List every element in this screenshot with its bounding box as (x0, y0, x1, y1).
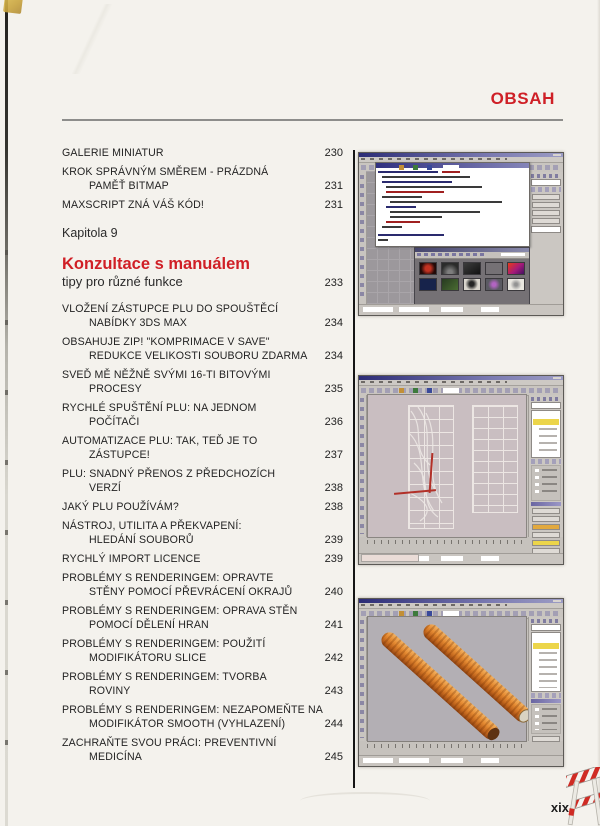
toc-entry (62, 165, 343, 193)
toc-title-cont: VERZÍ (89, 482, 121, 494)
thumbnail (507, 278, 525, 291)
toc-page-number: 242 (324, 652, 343, 664)
toc-title-cont: ROVINY (89, 685, 131, 697)
toc-page-number: 233 (324, 277, 343, 289)
toc-title: ZACHRAŇTE SVOU PRÁCI: PREVENTIVNÍ (62, 737, 277, 749)
mock-viewport (367, 616, 527, 742)
toc-title-cont: PAMĚŤ BITMAP (89, 180, 169, 192)
mock-checkboxes (535, 469, 539, 497)
figure-3dsmax-grid-objects (358, 375, 564, 565)
page-number: xix (550, 800, 569, 815)
mock-panel-icons (531, 619, 561, 623)
toc-title-cont: MEDICÍNA (89, 751, 142, 763)
toc-page-number: 239 (324, 553, 343, 565)
mock-prompt-field (361, 554, 419, 562)
toc-entry (62, 552, 343, 566)
toc-entry (62, 670, 343, 698)
toc-page-number: 236 (324, 416, 343, 428)
toc-page-number: 231 (324, 199, 343, 211)
figure-3dsmax-maxscript-editor (358, 152, 564, 316)
mock-buttons (531, 459, 561, 464)
thumbnail (419, 278, 437, 291)
toc-page-number: 234 (324, 350, 343, 362)
toc-entry (62, 467, 343, 495)
toc-title: RYCHLÝ IMPORT LICENCE (62, 553, 201, 565)
thumbnail (441, 278, 459, 291)
mock-left-toolstrip (359, 617, 367, 741)
thumbnail (485, 278, 503, 291)
figure-3dsmax-cylinders (358, 598, 564, 767)
mock-buttons (531, 187, 561, 192)
toc-title: JAKÝ PLU POUŽÍVÁM? (62, 501, 179, 513)
mock-command-panel (528, 395, 563, 537)
toc-entry (62, 434, 343, 462)
thumbnail (507, 262, 525, 275)
toc-title-cont: HLEDÁNÍ SOUBORŮ (89, 534, 194, 546)
mock-radio-buttons (535, 708, 539, 730)
toc-entry (62, 703, 343, 731)
toc-page-number: 244 (324, 718, 343, 730)
mock-rollout (531, 704, 561, 734)
toc-page-number: 240 (324, 586, 343, 598)
toc-page-number: 235 (324, 383, 343, 395)
list-rows (539, 652, 557, 688)
selected-modifier-row (533, 419, 559, 425)
toc-page-number: 238 (324, 482, 343, 494)
scan-smudge (300, 792, 430, 810)
toc-title: OBSAHUJE ZIP! "KOMPRIMACE V SAVE" (62, 336, 270, 348)
mock-buttons (531, 693, 561, 698)
toc-entry (62, 637, 343, 665)
toc-title: PROBLÉMY S RENDERINGEM: OPRAVTE (62, 572, 274, 584)
toc-entry (62, 368, 343, 396)
mock-timeline-ticks (367, 744, 527, 748)
modifier-stack-list (531, 632, 561, 692)
toc-entry (62, 146, 343, 160)
mock-button (532, 736, 560, 742)
thumbnail-row (415, 275, 529, 291)
maxscript-editor-window (375, 162, 530, 247)
mock-status-bar (359, 755, 563, 766)
mock-button (532, 218, 560, 224)
mock-dropdown (531, 624, 561, 631)
toc-title: RYCHLÉ SPUŠTĚNÍ PLU: NA JEDNOM (62, 402, 257, 414)
toc-title: SVEĎ MĚ NĚŽNĚ SVÝMI 16-TI BITOVÝMI (62, 369, 271, 381)
mock-button (532, 194, 560, 200)
mock-dropdown (531, 179, 561, 186)
mock-command-panel (528, 617, 563, 741)
toc-title-cont: MODIFIKÁTORU SLICE (89, 652, 207, 664)
toc-page-number: 234 (324, 317, 343, 329)
toc-page-number: 241 (324, 619, 343, 631)
mock-dropdown (531, 402, 561, 409)
selected-modifier-row (533, 643, 559, 649)
toc-title: MAXSCRIPT ZNÁ VÁŠ KÓD! (62, 199, 205, 211)
mock-left-toolstrip (359, 172, 367, 304)
toc-page-number: 243 (324, 685, 343, 697)
list-rows (539, 428, 557, 452)
mock-button (532, 508, 560, 514)
toc-page-number: 238 (324, 501, 343, 513)
mock-left-toolstrip (359, 395, 367, 537)
toc-page-number: 230 (324, 147, 343, 159)
toc-title-cont: ZÁSTUPCE! (89, 449, 150, 461)
thumbnail (485, 262, 503, 275)
header-rule (62, 119, 563, 121)
vertical-divider (353, 150, 355, 788)
thumbnail (441, 262, 459, 275)
toc-title: NÁSTROJ, UTILITA A PŘEKVAPENÍ: (62, 520, 242, 532)
toc-entry (62, 302, 343, 330)
mock-timeline-ticks (367, 540, 527, 544)
toc-entry (62, 736, 343, 764)
toc-entry (62, 401, 343, 429)
mock-labels (542, 469, 557, 497)
chapter-subtitle: tipy pro různé funkce (62, 274, 183, 289)
toc-title-cont: NABÍDKY 3DS MAX (89, 317, 188, 329)
toc-page-number: 237 (324, 449, 343, 461)
toc-title: AUTOMATIZACE PLU: TAK, TEĎ JE TO (62, 435, 258, 447)
toc-entry (62, 571, 343, 599)
chapter-title: Konzultace s manuálem (62, 255, 250, 273)
thumbnail (463, 278, 481, 291)
toc-page-number: 239 (324, 534, 343, 546)
mock-button (532, 532, 560, 538)
toc-title: GALERIE MINIATUR (62, 147, 164, 159)
construction-barrier-graphic (566, 767, 600, 826)
mock-rollout (531, 465, 561, 501)
toc-entry (62, 604, 343, 632)
mock-button-highlight (532, 524, 560, 530)
toc-entry (62, 198, 343, 212)
tape-mark (3, 0, 23, 14)
toc-title-cont: MODIFIKÁTOR SMOOTH (VYHLAZENÍ) (89, 718, 286, 730)
toc-entry (62, 335, 343, 363)
chapter-label: Kapitola 9 (62, 226, 118, 240)
toc-title: PROBLÉMY S RENDERINGEM: TVORBA (62, 671, 267, 683)
thumbnail (419, 262, 437, 275)
toc-title-cont: POMOCÍ DĚLENÍ HRAN (89, 619, 209, 631)
mock-viewport (367, 394, 527, 538)
toc-title: VLOŽENÍ ZÁSTUPCE PLU DO SPOUŠTĚCÍ (62, 303, 279, 315)
mock-button (532, 202, 560, 208)
toc-title: PROBLÉMY S RENDERINGEM: OPRAVA STĚN (62, 605, 298, 617)
toc-entry (62, 500, 343, 514)
mock-labels (542, 708, 557, 730)
mock-panel-icons (531, 397, 561, 401)
mock-browser-toolbar (415, 252, 529, 259)
code-lines (376, 168, 527, 244)
binding-marks (5, 250, 8, 810)
table-of-contents (62, 146, 343, 769)
mock-rollout-header (531, 699, 561, 703)
grid-object-clean (472, 405, 518, 513)
toc-page-number: 231 (324, 180, 343, 192)
toc-entry (62, 519, 343, 547)
modifier-stack-list (531, 410, 561, 458)
toc-title: KROK SPRÁVNÝM SMĚREM - PRÁZDNÁ (62, 166, 269, 178)
toc-title-cont: POČÍTAČI (89, 416, 140, 428)
thumbnail-row (415, 259, 529, 275)
toc-title: PLU: SNADNÝ PŘENOS Z PŘEDCHOZÍCH (62, 468, 276, 480)
mock-button-selected (532, 540, 560, 546)
toc-title: PROBLÉMY S RENDERINGEM: POUŽITÍ (62, 638, 266, 650)
mock-status-bar (359, 304, 563, 315)
toc-title-cont: REDUKCE VELIKOSTI SOUBORU ZDARMA (89, 350, 308, 362)
mock-button (532, 210, 560, 216)
chapter-heading (62, 226, 343, 290)
toc-title-cont: PROCESY (89, 383, 142, 395)
toc-title: PROBLÉMY S RENDERINGEM: NEZAPOMEŇTE NA (62, 704, 323, 716)
mock-panel-icons (531, 174, 561, 178)
toc-page-number: 245 (324, 751, 343, 763)
mock-field (531, 226, 561, 233)
mock-rollout-header (531, 502, 561, 506)
page-title: OBSAH (490, 89, 555, 108)
toc-title-cont: STĚNY POMOCÍ PŘEVRÁCENÍ OKRAJŮ (89, 586, 293, 598)
page-crease (18, 4, 168, 74)
mock-button (532, 516, 560, 522)
thumbnail (463, 262, 481, 275)
asset-browser-window (414, 247, 530, 306)
mock-command-panel (528, 172, 563, 304)
